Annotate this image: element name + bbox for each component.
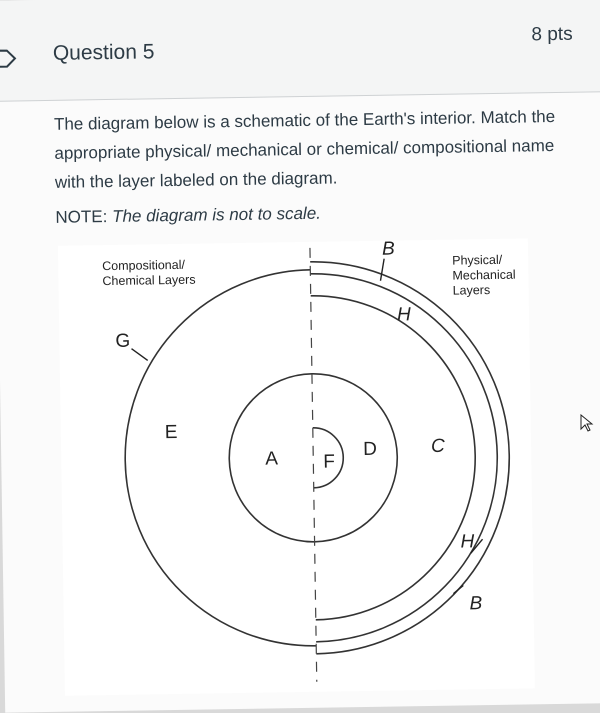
label-h-top: H <box>396 304 411 326</box>
outer-surface-arc <box>122 270 316 649</box>
center-axis <box>310 248 317 682</box>
mouse-pointer-icon <box>580 414 596 432</box>
compositional-heading <box>102 258 196 289</box>
label-h-bottom: H <box>460 531 475 553</box>
label-c: C <box>430 435 445 457</box>
middle-shell-right <box>310 271 500 642</box>
label-b-bottom: B <box>469 593 483 615</box>
question-points: 8 pts <box>531 23 573 46</box>
mechanical-heading-line3: Layers <box>452 283 491 298</box>
g-leader <box>132 348 148 360</box>
question-prompt: The diagram below is a schematic of the Earth's interior. Match the appropriate physical/ mechanical or chemical/ compositional name with the layer labeled on the diagram. <box>53 106 556 192</box>
label-e: E <box>164 421 178 444</box>
mechanical-heading <box>452 253 516 299</box>
label-a: A <box>265 448 279 470</box>
label-d: D <box>362 438 378 461</box>
label-f: F <box>323 451 336 473</box>
mechanical-heading-line1: Physical/ <box>452 252 503 268</box>
question-note <box>55 204 321 228</box>
b-bottom-leader <box>453 585 463 593</box>
mechanical-heading-line2: Mechanical <box>452 267 516 283</box>
note-text: The diagram is not to scale. <box>111 203 322 226</box>
earth-schematic <box>58 238 535 695</box>
note-prefix: NOTE: <box>55 207 108 227</box>
inner-shell-right <box>311 293 478 620</box>
label-b-top: B <box>381 238 395 260</box>
question-header <box>0 0 600 102</box>
earth-interior-diagram <box>58 238 535 695</box>
question-title: Question 5 <box>52 40 155 65</box>
compositional-heading-line1: Compositional/ <box>102 257 186 274</box>
b-top-leader <box>380 259 384 281</box>
label-g: G <box>115 330 131 352</box>
compositional-heading-line2: Chemical Layers <box>102 272 196 289</box>
collapse-arrow-icon[interactable] <box>0 48 21 68</box>
